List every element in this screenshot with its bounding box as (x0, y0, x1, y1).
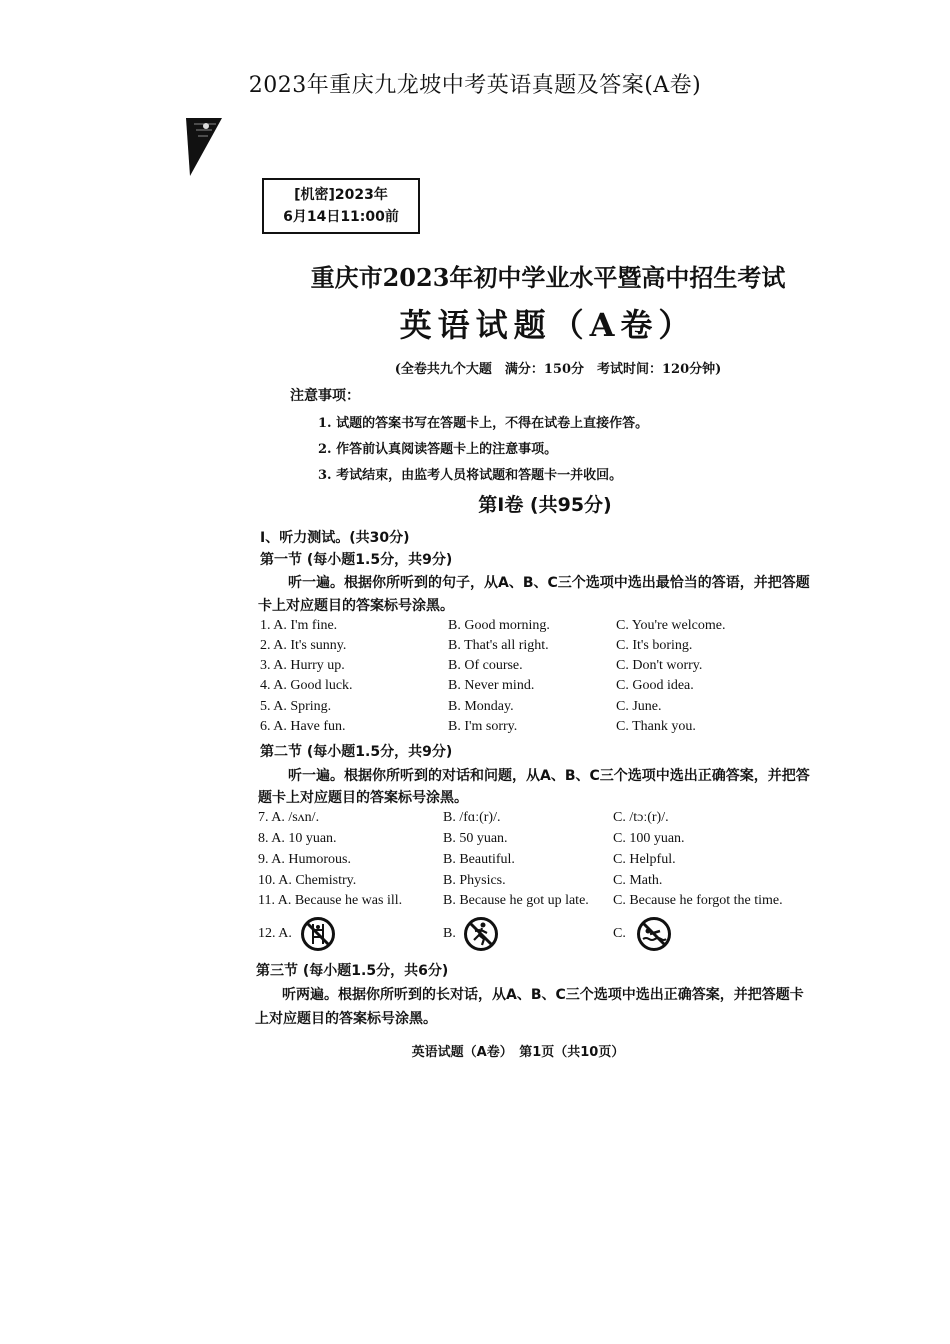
q3-option-a: 3. A. Hurry up. (260, 658, 345, 673)
q9-option-a: 9. A. Humorous. (258, 852, 351, 867)
q5-option-a: 5. A. Spring. (260, 699, 332, 714)
q12-option-b-label: B. (443, 926, 456, 941)
notice-item: 3. 考试结束，由监考人员将试题和答题卡一并收回。 (318, 468, 623, 483)
q2-option-c: C. It's boring. (616, 638, 693, 653)
q7-option-a: 7. A. /sʌn/. (258, 810, 320, 825)
q5-option-c: C. June. (616, 699, 662, 714)
q10-option-c: C. Math. (613, 873, 663, 888)
q8-option-b: B. 50 yuan. (443, 831, 508, 846)
notice-item: 1. 试题的答案书写在答题卡上，不得在试卷上直接作答。 (318, 416, 649, 431)
q7-option-b: B. /fɑː(r)/. (443, 810, 501, 825)
section2-instruction-cont: 题卡上对应题目的答案标号涂黑。 (258, 790, 468, 806)
no-running-sign-icon (463, 916, 499, 952)
section3-instruction: 听两遍。根据你所听到的长对话，从A、B、C三个选项中选出正确答案，并把答题卡 (282, 987, 804, 1003)
exam-title: 重庆市2023年初中学业水平暨高中招生考试 (310, 263, 786, 292)
confidential-line2: 6月14日11:00前 (283, 209, 399, 225)
q1-option-b: B. Good morning. (448, 618, 550, 633)
q1-option-c: C. You're welcome. (616, 618, 726, 633)
no-swimming-sign-icon (636, 916, 672, 952)
notice-item: 2. 作答前认真阅读答题卡上的注意事项。 (318, 442, 558, 457)
q4-option-c: C. Good idea. (616, 678, 694, 693)
exam-info: (全卷共九个大题 满分：150分 考试时间：120分钟) (394, 362, 722, 377)
q8-option-a: 8. A. 10 yuan. (258, 831, 337, 846)
corner-seal-mark (186, 118, 226, 178)
section1-instruction-cont: 卡上对应题目的答案标号涂黑。 (258, 598, 454, 614)
q6-option-a: 6. A. Have fun. (260, 719, 346, 734)
q10-option-a: 10. A. Chemistry. (258, 873, 357, 888)
q4-option-b: B. Never mind. (448, 678, 535, 693)
q5-option-b: B. Monday. (448, 699, 514, 714)
q3-option-c: C. Don't worry. (616, 658, 703, 673)
section-listening: Ⅰ、听力测试。(共30分) (260, 530, 410, 546)
part-title: 第Ⅰ卷 (共95分) (478, 494, 612, 516)
section1-instruction: 听一遍。根据你所听到的句子，从A、B、C三个选项中选出最恰当的答语，并把答题 (288, 575, 810, 591)
q3-option-b: B. Of course. (448, 658, 523, 673)
q8-option-c: C. 100 yuan. (613, 831, 685, 846)
q11-option-a: 11. A. Because he was ill. (258, 893, 403, 908)
section1-heading: 第一节 (每小题1.5分，共9分) (260, 552, 453, 568)
section3-heading: 第三节 (每小题1.5分，共6分) (256, 963, 449, 979)
document-title: 2023年重庆九龙坡中考英语真题及答案(A卷) (248, 73, 702, 98)
confidential-box (262, 178, 420, 234)
q6-option-b: B. I'm sorry. (448, 719, 518, 734)
q2-option-a: 2. A. It's sunny. (260, 638, 347, 653)
q2-option-b: B. That's all right. (448, 638, 549, 653)
no-climbing-sign-icon (300, 916, 336, 952)
q12-option-c-label: C. (613, 926, 626, 941)
section2-instruction: 听一遍。根据你所听到的对话和问题，从A、B、C三个选项中选出正确答案，并把答 (288, 768, 810, 784)
q9-option-c: C. Helpful. (613, 852, 676, 867)
section2-heading: 第二节 (每小题1.5分，共9分) (260, 744, 453, 760)
page-footer: 英语试题（A卷） 第1页（共10页） (411, 1045, 625, 1060)
q9-option-b: B. Beautiful. (443, 852, 515, 867)
q11-option-c: C. Because he forgot the time. (613, 893, 783, 908)
q10-option-b: B. Physics. (443, 873, 506, 888)
q1-option-a: 1. A. I'm fine. (260, 618, 338, 633)
section3-instruction-cont: 上对应题目的答案标号涂黑。 (255, 1011, 437, 1027)
confidential-line1: [机密]2023年 (294, 187, 388, 203)
paper-title: 英语试题（A卷） (399, 306, 697, 344)
q11-option-b: B. Because he got up late. (443, 893, 589, 908)
notice-heading: 注意事项： (290, 388, 360, 404)
q7-option-c: C. /tɔː(r)/. (613, 810, 669, 825)
q12-option-a-label: 12. A. (258, 926, 292, 941)
q4-option-a: 4. A. Good luck. (260, 678, 353, 693)
q6-option-c: C. Thank you. (616, 719, 696, 734)
